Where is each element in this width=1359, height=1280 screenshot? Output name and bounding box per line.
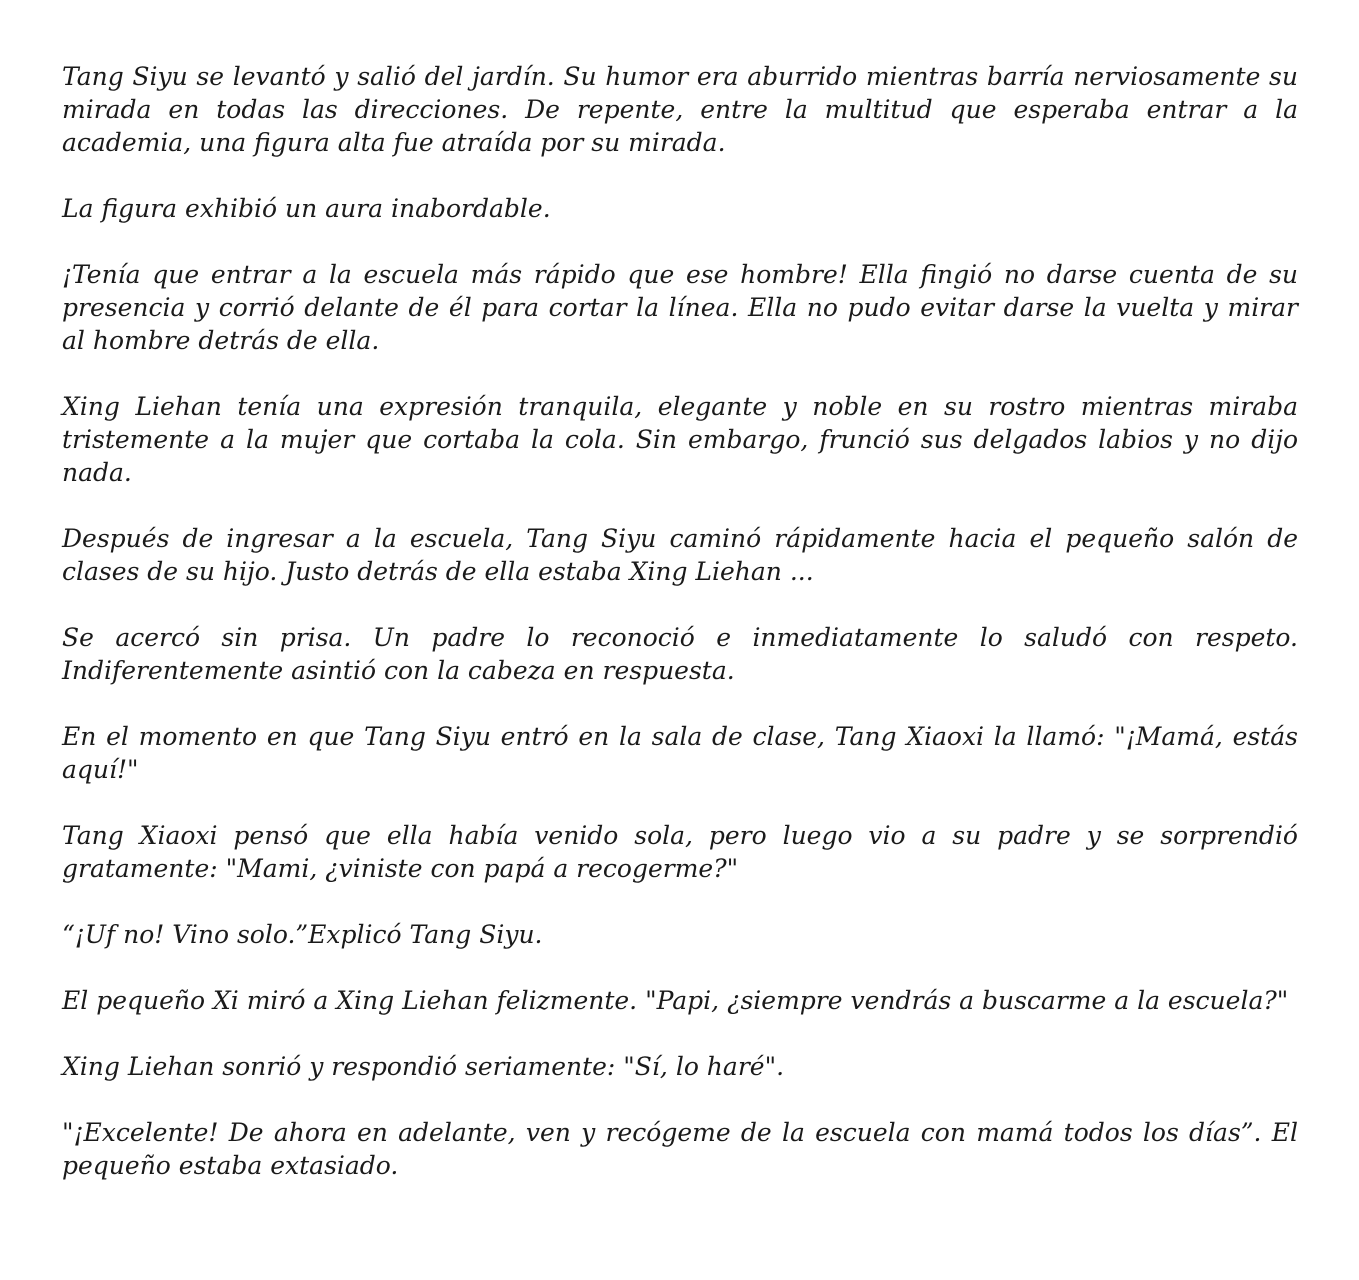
paragraph-8: Tang Xiaoxi pensó que ella había venido sola, pero luego vio a su padre y se sorprendió gratamente: "Mami, ¿viniste con papá a recogerme?" xyxy=(62,821,1298,883)
paragraph-2: La figura exhibió un aura inabordable. xyxy=(62,194,551,223)
paragraph-7: En el momento en que Tang Siyu entró en la sala de clase, Tang Xiaoxi la llamó: "¡Mamá, estás aquí!" xyxy=(62,722,1298,784)
paragraph-4: Xing Liehan tenía una expresión tranquila, elegante y noble en su rostro mientras miraba tristemente a la mujer que cortaba la cola. Sin embargo, frunció sus delgados labios y no dijo nada. xyxy=(62,392,1298,487)
paragraph-9: “¡Uf no! Vino solo.”Explicó Tang Siyu. xyxy=(62,920,543,949)
paragraph-11: Xing Liehan sonrió y respondió seriamente: "Sí, lo haré". xyxy=(62,1052,785,1081)
paragraph-6: Se acercó sin prisa. Un padre lo reconoció e inmediatamente lo saludó con respeto. Indiferentemente asintió con la cabeza en respuesta. xyxy=(62,623,1298,685)
paragraph-3: ¡Tenía que entrar a la escuela más rápido que ese hombre! Ella fingió no darse cuenta de su presencia y corrió delante de él para cortar la línea. Ella no pudo evitar darse la vuelta y mirar al hombre detrás de ella. xyxy=(62,260,1298,355)
paragraph-1: Tang Siyu se levantó y salió del jardín. Su humor era aburrido mientras barría nerviosamente su mirada en todas las direcciones. De repente, entre la multitud que esperaba entrar a la academia, una figura alta fue atraída por su mirada. xyxy=(62,62,1298,157)
paragraph-10: El pequeño Xi miró a Xing Liehan felizmente. "Papi, ¿siempre vendrás a buscarme a la escuela?" xyxy=(62,986,1289,1015)
paragraph-5: Después de ingresar a la escuela, Tang Siyu caminó rápidamente hacia el pequeño salón de clases de su hijo. Justo detrás de ella estaba Xing Liehan ... xyxy=(62,524,1298,586)
document-body xyxy=(62,60,1298,1182)
paragraph-12: "¡Excelente! De ahora en adelante, ven y recógeme de la escuela con mamá todos los días”. El pequeño estaba extasiado. xyxy=(62,1118,1298,1180)
